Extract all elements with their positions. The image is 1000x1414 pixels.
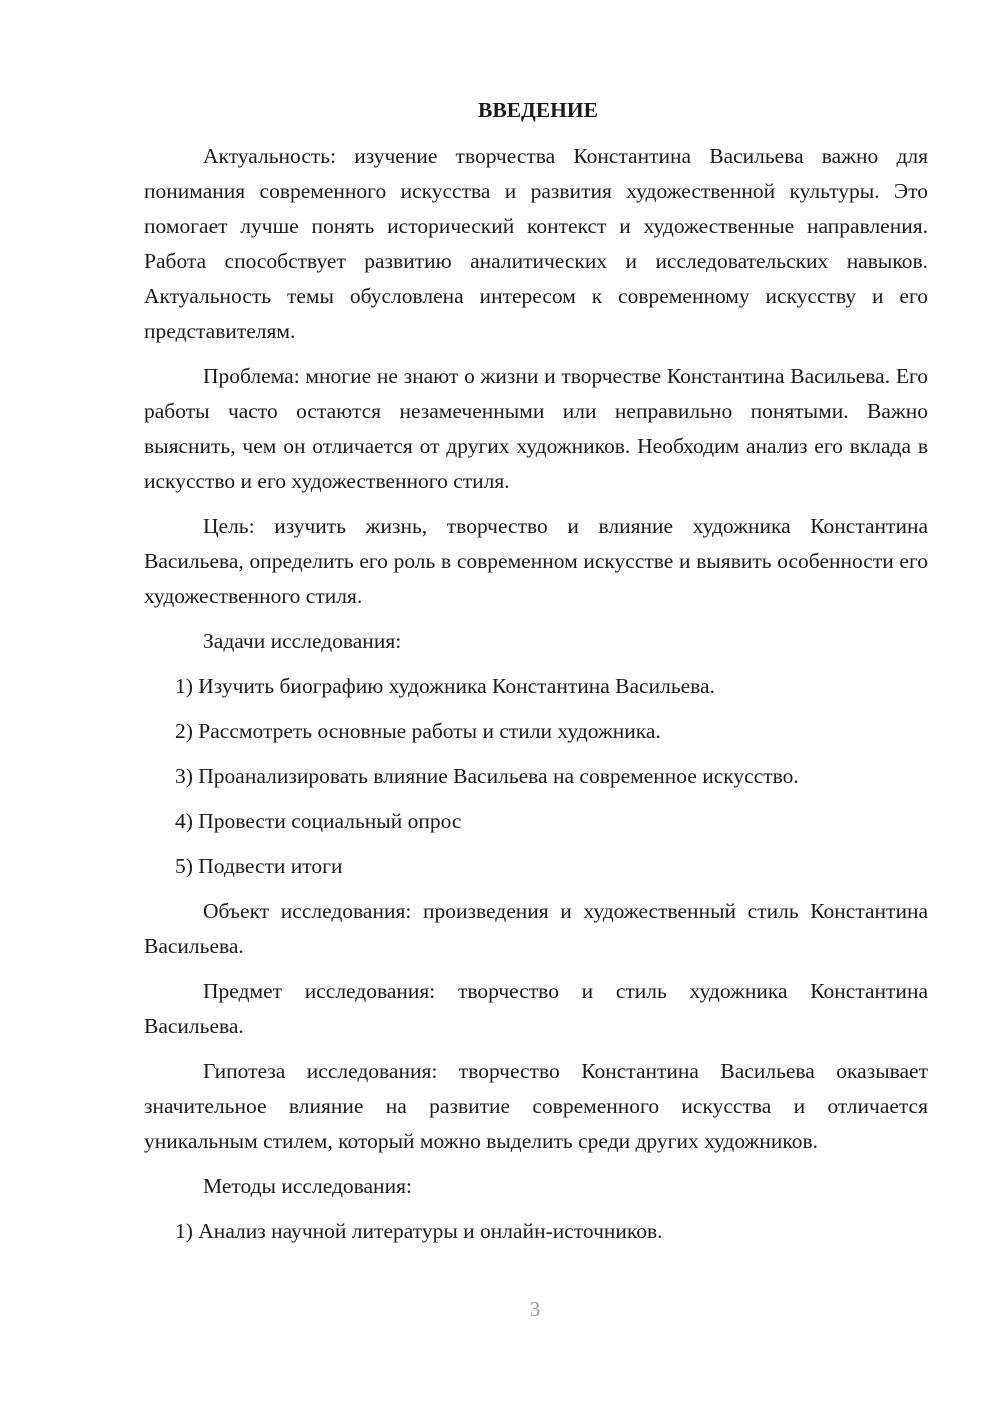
tasks-heading: Задачи исследования: [203, 629, 402, 653]
task-item-4: 4) Провести социальный опрос [175, 809, 462, 833]
task-item-3: 3) Проанализировать влияние Васильева на современное искусство. [175, 764, 799, 788]
document-page [144, 93, 928, 1249]
task-item-5: 5) Подвести итоги [175, 854, 343, 878]
goal-paragraph: Цель: изучить жизнь, творчество и влияние художника Константина Васильева, определить его роль в современном искусстве и выявить особенности его художественного стиля. [144, 514, 928, 608]
page-number: 3 [529, 1297, 541, 1321]
subject-paragraph: Предмет исследования: творчество и стиль художника Константина Васильева. [144, 979, 928, 1038]
object-paragraph: Объект исследования: произведения и художественный стиль Константина Васильева. [144, 899, 928, 958]
problem-paragraph: Проблема: многие не знают о жизни и творчестве Константина Васильева. Его работы часто остаются незамеченными или неправильно понятыми. Важно выяснить, чем он отличается от других художников. Необходим анализ его вклада в искусство и его художественного стиля. [144, 364, 928, 493]
task-item-2: 2) Рассмотреть основные работы и стили художника. [175, 719, 661, 743]
relevance-paragraph: Актуальность: изучение творчества Константина Васильева важно для понимания современного искусства и развития художественной культуры. Это помогает лучше понять исторический контекст и художественные направления. Работа способствует развитию аналитических и исследовательских навыков. Актуальность темы обусловлена интересом к современному искусству и его представителям. [144, 144, 928, 343]
methods-heading: Методы исследования: [203, 1174, 412, 1198]
task-item-1: 1) Изучить биографию художника Константина Васильева. [175, 674, 715, 698]
hypothesis-paragraph: Гипотеза исследования: творчество Константина Васильева оказывает значительное влияние на развитие современного искусства и отличается уникальным стилем, который можно выделить среди других художников. [144, 1059, 928, 1153]
page-title: ВВЕДЕНИЕ [478, 98, 598, 122]
method-item-1: 1) Анализ научной литературы и онлайн-источников. [175, 1219, 663, 1243]
